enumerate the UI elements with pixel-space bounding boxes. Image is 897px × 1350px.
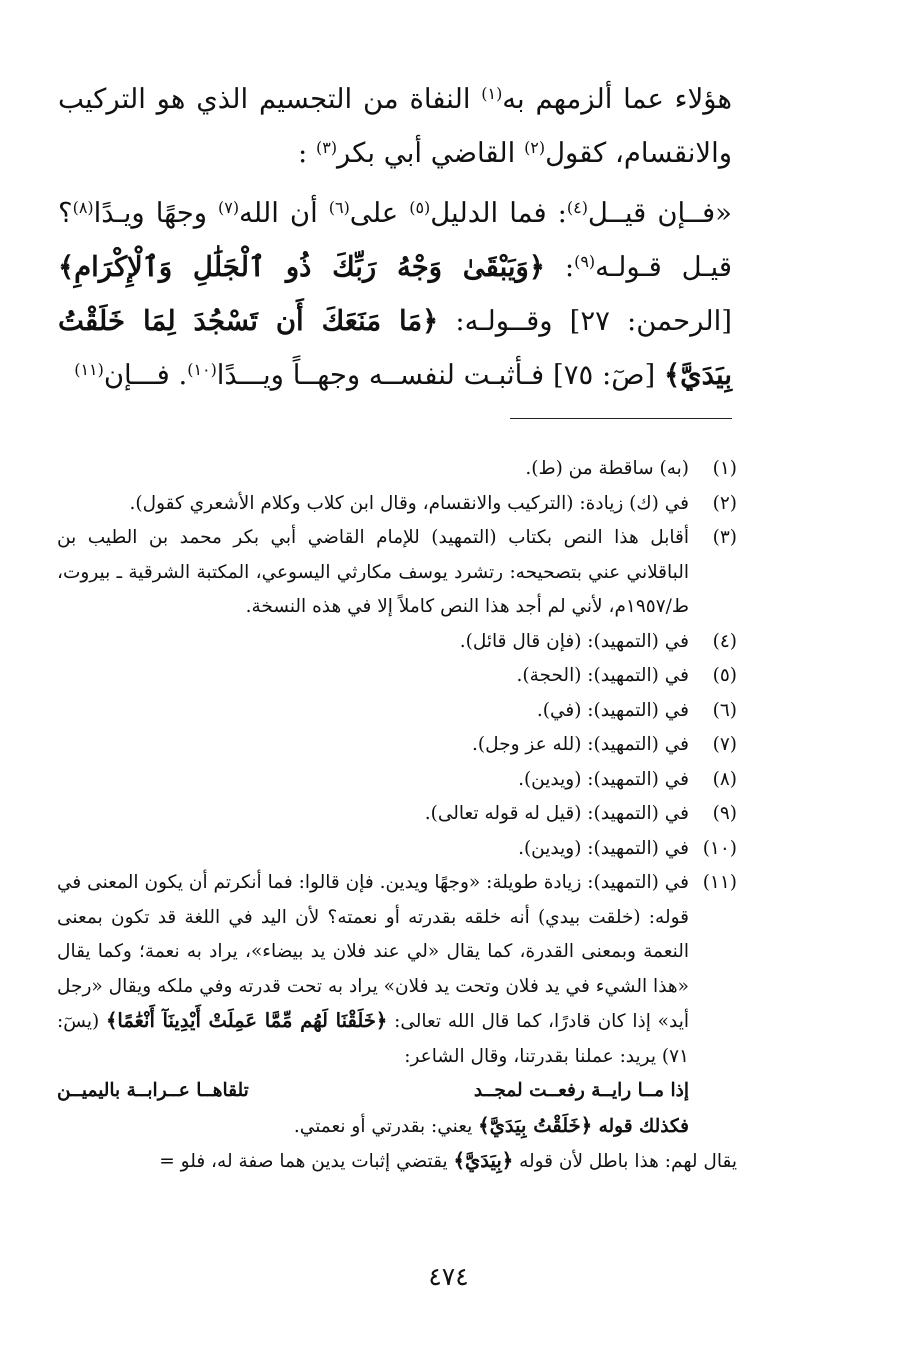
- footnote-ref[interactable]: (١): [481, 84, 503, 104]
- paragraph-2: [58, 186, 732, 402]
- text-segment: النفاة من التجسيم الذي هو التركيب والانقسام، كقول: [58, 83, 732, 169]
- footnote-number: (١): [712, 458, 737, 479]
- footnote-number: (٩): [712, 803, 737, 824]
- footnote: [57, 452, 737, 487]
- text-segment: : فما الدليل: [430, 197, 567, 229]
- footnote: [57, 521, 737, 625]
- footnote: [57, 487, 737, 522]
- footnote-number: (٥): [712, 665, 737, 686]
- footnote-number: (١٠): [702, 837, 737, 859]
- text-segment: يقال لهم: هذا باطل لأن قوله: [513, 1151, 737, 1172]
- page-number: ٤٧٤: [428, 1262, 469, 1291]
- footnote-ref[interactable]: (٨): [72, 198, 94, 218]
- footnote-text: [57, 1144, 737, 1180]
- text-segment: في (التمهيد): زيادة طويلة: «وجهًا ويدين. فإن قالوا: فما أنكرتم أن يكون المعنى في قوله: (خلقت بيدي) أنه خلقه بقدرته أو نعمته؟ لأن اليد في اللغة قد تكون بمعنى النعمة وبمعنى القدرة، كما يقال «لي عند فلان يد بيضاء»، يراد به نعمة؛ وكما يقال «هذا الشيء في يد فلان وتحت يد فلان» يراد به تحت قدرته وفي ملكه ويقال «رجل أيد» إذا كان قادرًا، كما قال الله تعالى:: [57, 872, 689, 1032]
- footnote-number: (٧): [712, 734, 737, 755]
- footnote: [57, 728, 737, 763]
- quran-verse: ﴿وَيَبْقَىٰ وَجْهُ رَبِّكَ ذُو ٱلْجَلَٰلِ وَٱلْإِكْرَامِ﴾: [58, 251, 545, 283]
- text-segment: القاضي أبي بكر: [337, 137, 525, 169]
- text-segment: يقتضي إثبات يدين هما صفة له، فلو =: [159, 1151, 454, 1172]
- footnote-ref[interactable]: (١١): [74, 360, 104, 380]
- footnote-long: [57, 866, 737, 1144]
- footnote: [57, 625, 737, 660]
- footnote-text: في (التمهيد): (الحجة).: [516, 665, 689, 686]
- poem-hemistich-left: تلقاهــا عــرابــة باليميــن: [57, 1080, 249, 1101]
- footnote-number: (٣): [712, 527, 737, 548]
- text-segment: أن الله: [239, 197, 329, 229]
- footnote-separator: [510, 418, 732, 419]
- poem-hemistich-right: إذا مــا رايــة رفعــت لمجــد: [473, 1080, 689, 1101]
- text-segment: «فــإن قيــل: [587, 197, 732, 229]
- footnote: [57, 797, 737, 832]
- footnote-ref[interactable]: (٤): [566, 198, 588, 218]
- text-segment: [صٓ: ٧٥] فـأثبـت لنفســه وجهــاً ويـــدًا: [216, 359, 664, 391]
- footnotes: [57, 452, 737, 1180]
- footnote: [57, 832, 737, 867]
- quran-verse: ﴿خَلَقْنَا لَهُم مِّمَّا عَمِلَتْ أَيْدِينَآ أَنْعَٰمًا﴾: [105, 1009, 388, 1032]
- text-segment: يعني: بقدرتي أو نعمتي.: [293, 1115, 479, 1137]
- footnote-text: في (التمهيد): (لله عز وجل).: [472, 734, 689, 755]
- footnote-ref[interactable]: (٣): [316, 138, 338, 158]
- footnote-ref[interactable]: (٥): [409, 198, 431, 218]
- footnote-text: أقابل هذا النص بكتاب (التمهيد) للإمام القاضي أبي بكر محمد بن الطيب بن الباقلاني عني بتصحيحه: رتشرد يوسف مكارثي اليسوعي، المكتبة الشرقية ـ بيروت، ط/١٩٥٧م، لأني لم أجد هذا النص كاملاً إلا في هذه النسخة.: [57, 527, 689, 617]
- text-segment: [الرحمن: ٢٧] وقــولـه:: [438, 305, 732, 337]
- footnote-number: (٢): [712, 492, 737, 514]
- text-segment: :: [544, 251, 575, 283]
- footnote: [57, 694, 737, 729]
- text-segment: على: [349, 197, 410, 229]
- footnote-continuation: [57, 1144, 737, 1180]
- text-line: [57, 1109, 689, 1145]
- footnote-number: (٨): [712, 768, 737, 790]
- footnote-text: في (التمهيد): (ويدين).: [518, 768, 689, 790]
- text-segment: ؟ قيـل قـولـه: [58, 197, 732, 283]
- text-segment: هؤلاء عما ألزمهم به: [502, 83, 732, 115]
- footnote-text: (به) ساقطة من (ط).: [525, 458, 689, 479]
- footnote-number: (٤): [712, 630, 737, 652]
- text-segment: وجهًا ويـدًا: [93, 197, 219, 229]
- paragraph-1: [58, 72, 732, 180]
- footnote-ref[interactable]: (٦): [328, 198, 350, 218]
- footnote-ref[interactable]: (٩): [574, 252, 596, 272]
- quran-verse: ﴿خَلَقْتُ بِيَدَيَّ﴾: [478, 1113, 593, 1137]
- footnote-ref[interactable]: (١٠): [187, 360, 217, 380]
- text-segment: فكذلك قوله: [592, 1115, 689, 1137]
- main-text: [58, 72, 732, 402]
- footnote-text: في (التمهيد): (قيل له قوله تعالى).: [424, 803, 689, 824]
- footnote-ref[interactable]: (٢): [524, 138, 546, 158]
- footnote-ref[interactable]: (٧): [218, 198, 240, 218]
- text-segment: (يسٓ: ٧١) يريد: عملنا بقدرتنا، وقال الشاعر:: [57, 1011, 689, 1067]
- poem-verse: [57, 1074, 689, 1109]
- footnote: [57, 659, 737, 694]
- footnote-number: (٦): [712, 699, 737, 721]
- footnote-text: في (التمهيد): (في).: [536, 699, 689, 721]
- footnote-text: في (التمهيد): (ويدين).: [518, 837, 689, 859]
- footnote-number: (١١): [702, 872, 737, 893]
- footnote: [57, 763, 737, 798]
- footnote-text: في (ك) زيادة: (التركيب والانقسام، وقال ابن كلاب وكلام الأشعري كقول).: [129, 492, 689, 514]
- quran-verse: ﴿مَا مَنَعَكَ أَن تَسْجُدَ لِمَا خَلَقْتُ بِيَدَيَّ﴾: [58, 305, 732, 391]
- text-segment: :: [298, 137, 308, 169]
- text-segment: . فـــإن: [103, 359, 188, 391]
- footnote-text: [57, 866, 689, 1144]
- footnote-text: في (التمهيد): (فإن قال قائل).: [459, 630, 689, 652]
- quran-verse: ﴿بِيَدَيَّ﴾: [453, 1149, 514, 1172]
